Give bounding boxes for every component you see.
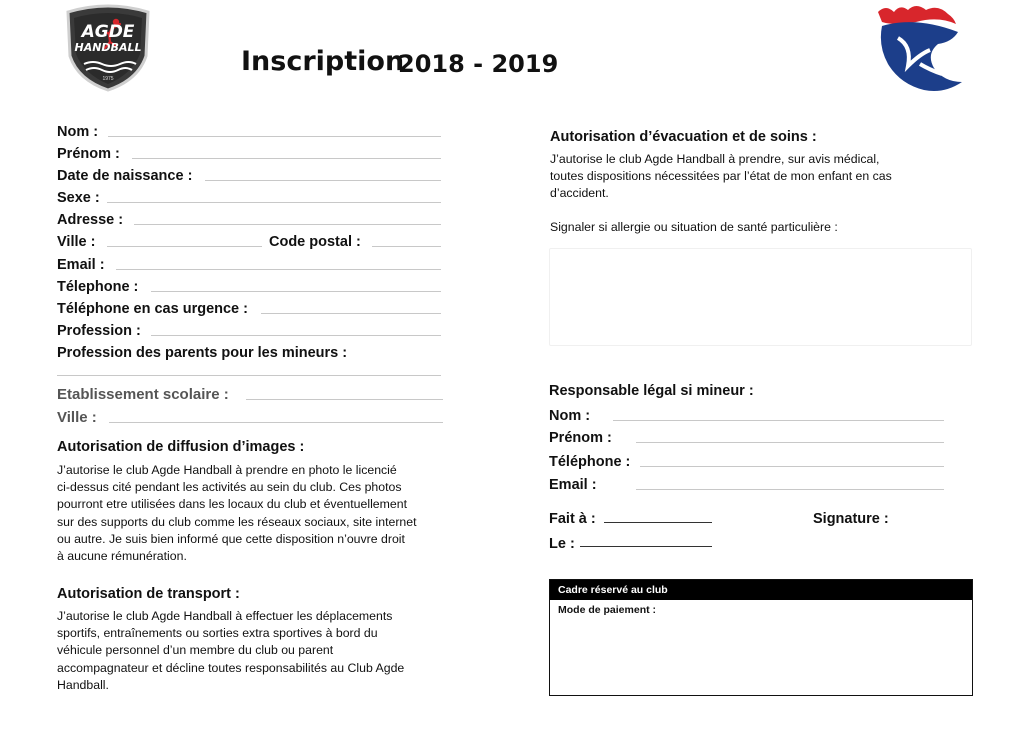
transport-line: sportifs, entraînements ou sorties extra sportives à bord du	[57, 626, 378, 641]
allergy-textarea[interactable]	[549, 248, 972, 346]
club-reserved-box	[549, 579, 973, 696]
le-label: Le :	[549, 536, 575, 552]
field-telephone-line[interactable]	[151, 291, 441, 292]
field-date-naissance-line[interactable]	[205, 180, 441, 181]
guardian-prenom-label: Prénom :	[549, 430, 612, 446]
field-date-naissance-label: Date de naissance :	[57, 168, 193, 184]
field-sexe-label: Sexe :	[57, 190, 100, 206]
field-telephone-urgence-line[interactable]	[261, 313, 441, 314]
guardian-nom-line[interactable]	[613, 420, 944, 421]
transport-line: Handball.	[57, 677, 109, 692]
medical-heading: Autorisation d’évacuation et de soins :	[550, 129, 817, 145]
ffhandball-rooster-logo	[872, 2, 964, 96]
field-ville-line[interactable]	[107, 246, 262, 247]
logo-text-handball: HANDBALL	[74, 41, 142, 54]
medical-line: d’accident.	[550, 186, 609, 201]
transport-heading: Autorisation de transport :	[57, 586, 240, 602]
logo-text-agde: AGDE	[81, 22, 135, 42]
field-code-postal-line[interactable]	[372, 246, 441, 247]
guardian-heading: Responsable légal si mineur :	[549, 383, 754, 399]
guardian-telephone-label: Téléphone :	[549, 454, 631, 470]
payment-mode-label: Mode de paiement :	[558, 604, 657, 616]
field-email-label: Email :	[57, 257, 105, 273]
page-title-season: 2018 - 2019	[398, 50, 559, 78]
image-rights-line: J’autorise le club Agde Handball à prendre en photo le licencié	[57, 463, 397, 477]
image-rights-line: ou autre. Je suis bien informé que cette disposition n’ouvre droit	[57, 531, 405, 546]
signature-label: Signature :	[813, 511, 889, 527]
field-profession-parents-label: Profession des parents pour les mineurs :	[57, 345, 348, 361]
guardian-telephone-line[interactable]	[640, 466, 944, 467]
field-email-line[interactable]	[116, 269, 441, 270]
field-telephone-label: Télephone :	[57, 279, 139, 295]
field-sexe-line[interactable]	[107, 202, 441, 203]
medical-line: toutes dispositions nécessitées par l’état de mon enfant en cas	[550, 169, 892, 184]
transport-line: véhicule personnel d’un membre du club ou parent	[57, 643, 334, 658]
image-rights-heading: Autorisation de diffusion d’images :	[57, 439, 305, 455]
fait-a-line[interactable]	[604, 522, 712, 523]
guardian-nom-label: Nom :	[549, 408, 591, 424]
image-rights-text	[57, 462, 457, 565]
guardian-email-label: Email :	[549, 477, 597, 493]
field-school-ville-label: Ville :	[57, 409, 97, 426]
field-code-postal-label: Code postal :	[269, 234, 361, 250]
fait-a-label: Fait à :	[549, 511, 596, 527]
le-line[interactable]	[580, 546, 712, 547]
transport-line: J’autorise le club Agde Handball à effectuer les déplacements	[57, 609, 393, 623]
page-title-inscription: Inscription	[241, 46, 405, 77]
field-etablissement-line[interactable]	[246, 399, 443, 400]
field-nom-line[interactable]	[108, 136, 441, 137]
field-prenom-label: Prénom :	[57, 146, 120, 162]
field-profession-line[interactable]	[151, 335, 441, 336]
medical-line: J’autorise le club Agde Handball à prendre, sur avis médical,	[550, 152, 880, 166]
image-rights-line: sur des supports du club comme les réseaux sociaux, site internet	[57, 514, 417, 529]
field-adresse-line[interactable]	[134, 224, 441, 225]
field-telephone-urgence-label: Téléphone en cas urgence :	[57, 301, 248, 317]
field-profession-parents-line[interactable]	[57, 375, 441, 376]
guardian-prenom-line[interactable]	[636, 442, 944, 443]
field-etablissement-label: Etablissement scolaire :	[57, 386, 229, 403]
image-rights-line: à aucune rémunération.	[57, 549, 187, 564]
transport-text	[57, 608, 457, 694]
field-prenom-line[interactable]	[132, 158, 441, 159]
transport-line: accompagnateur et décline toutes responsabilités au Club Agde	[57, 660, 405, 675]
club-reserved-header: Cadre réservé au club	[550, 580, 972, 600]
image-rights-line: pourront etre utilisées dans les locaux du club et éventuellement	[57, 497, 407, 512]
field-profession-label: Profession :	[57, 323, 141, 339]
image-rights-line: ci-dessus cité pendant les activités au sein du club. Ces photos	[57, 480, 402, 495]
guardian-email-line[interactable]	[636, 489, 944, 490]
allergy-label: Signaler si allergie ou situation de santé particulière :	[550, 220, 838, 234]
field-adresse-label: Adresse :	[57, 212, 124, 228]
medical-text	[550, 151, 950, 203]
field-school-ville-line[interactable]	[109, 422, 443, 423]
field-nom-label: Nom :	[57, 124, 99, 140]
field-ville-label: Ville :	[57, 234, 96, 250]
logo-year: 1975	[102, 76, 114, 82]
